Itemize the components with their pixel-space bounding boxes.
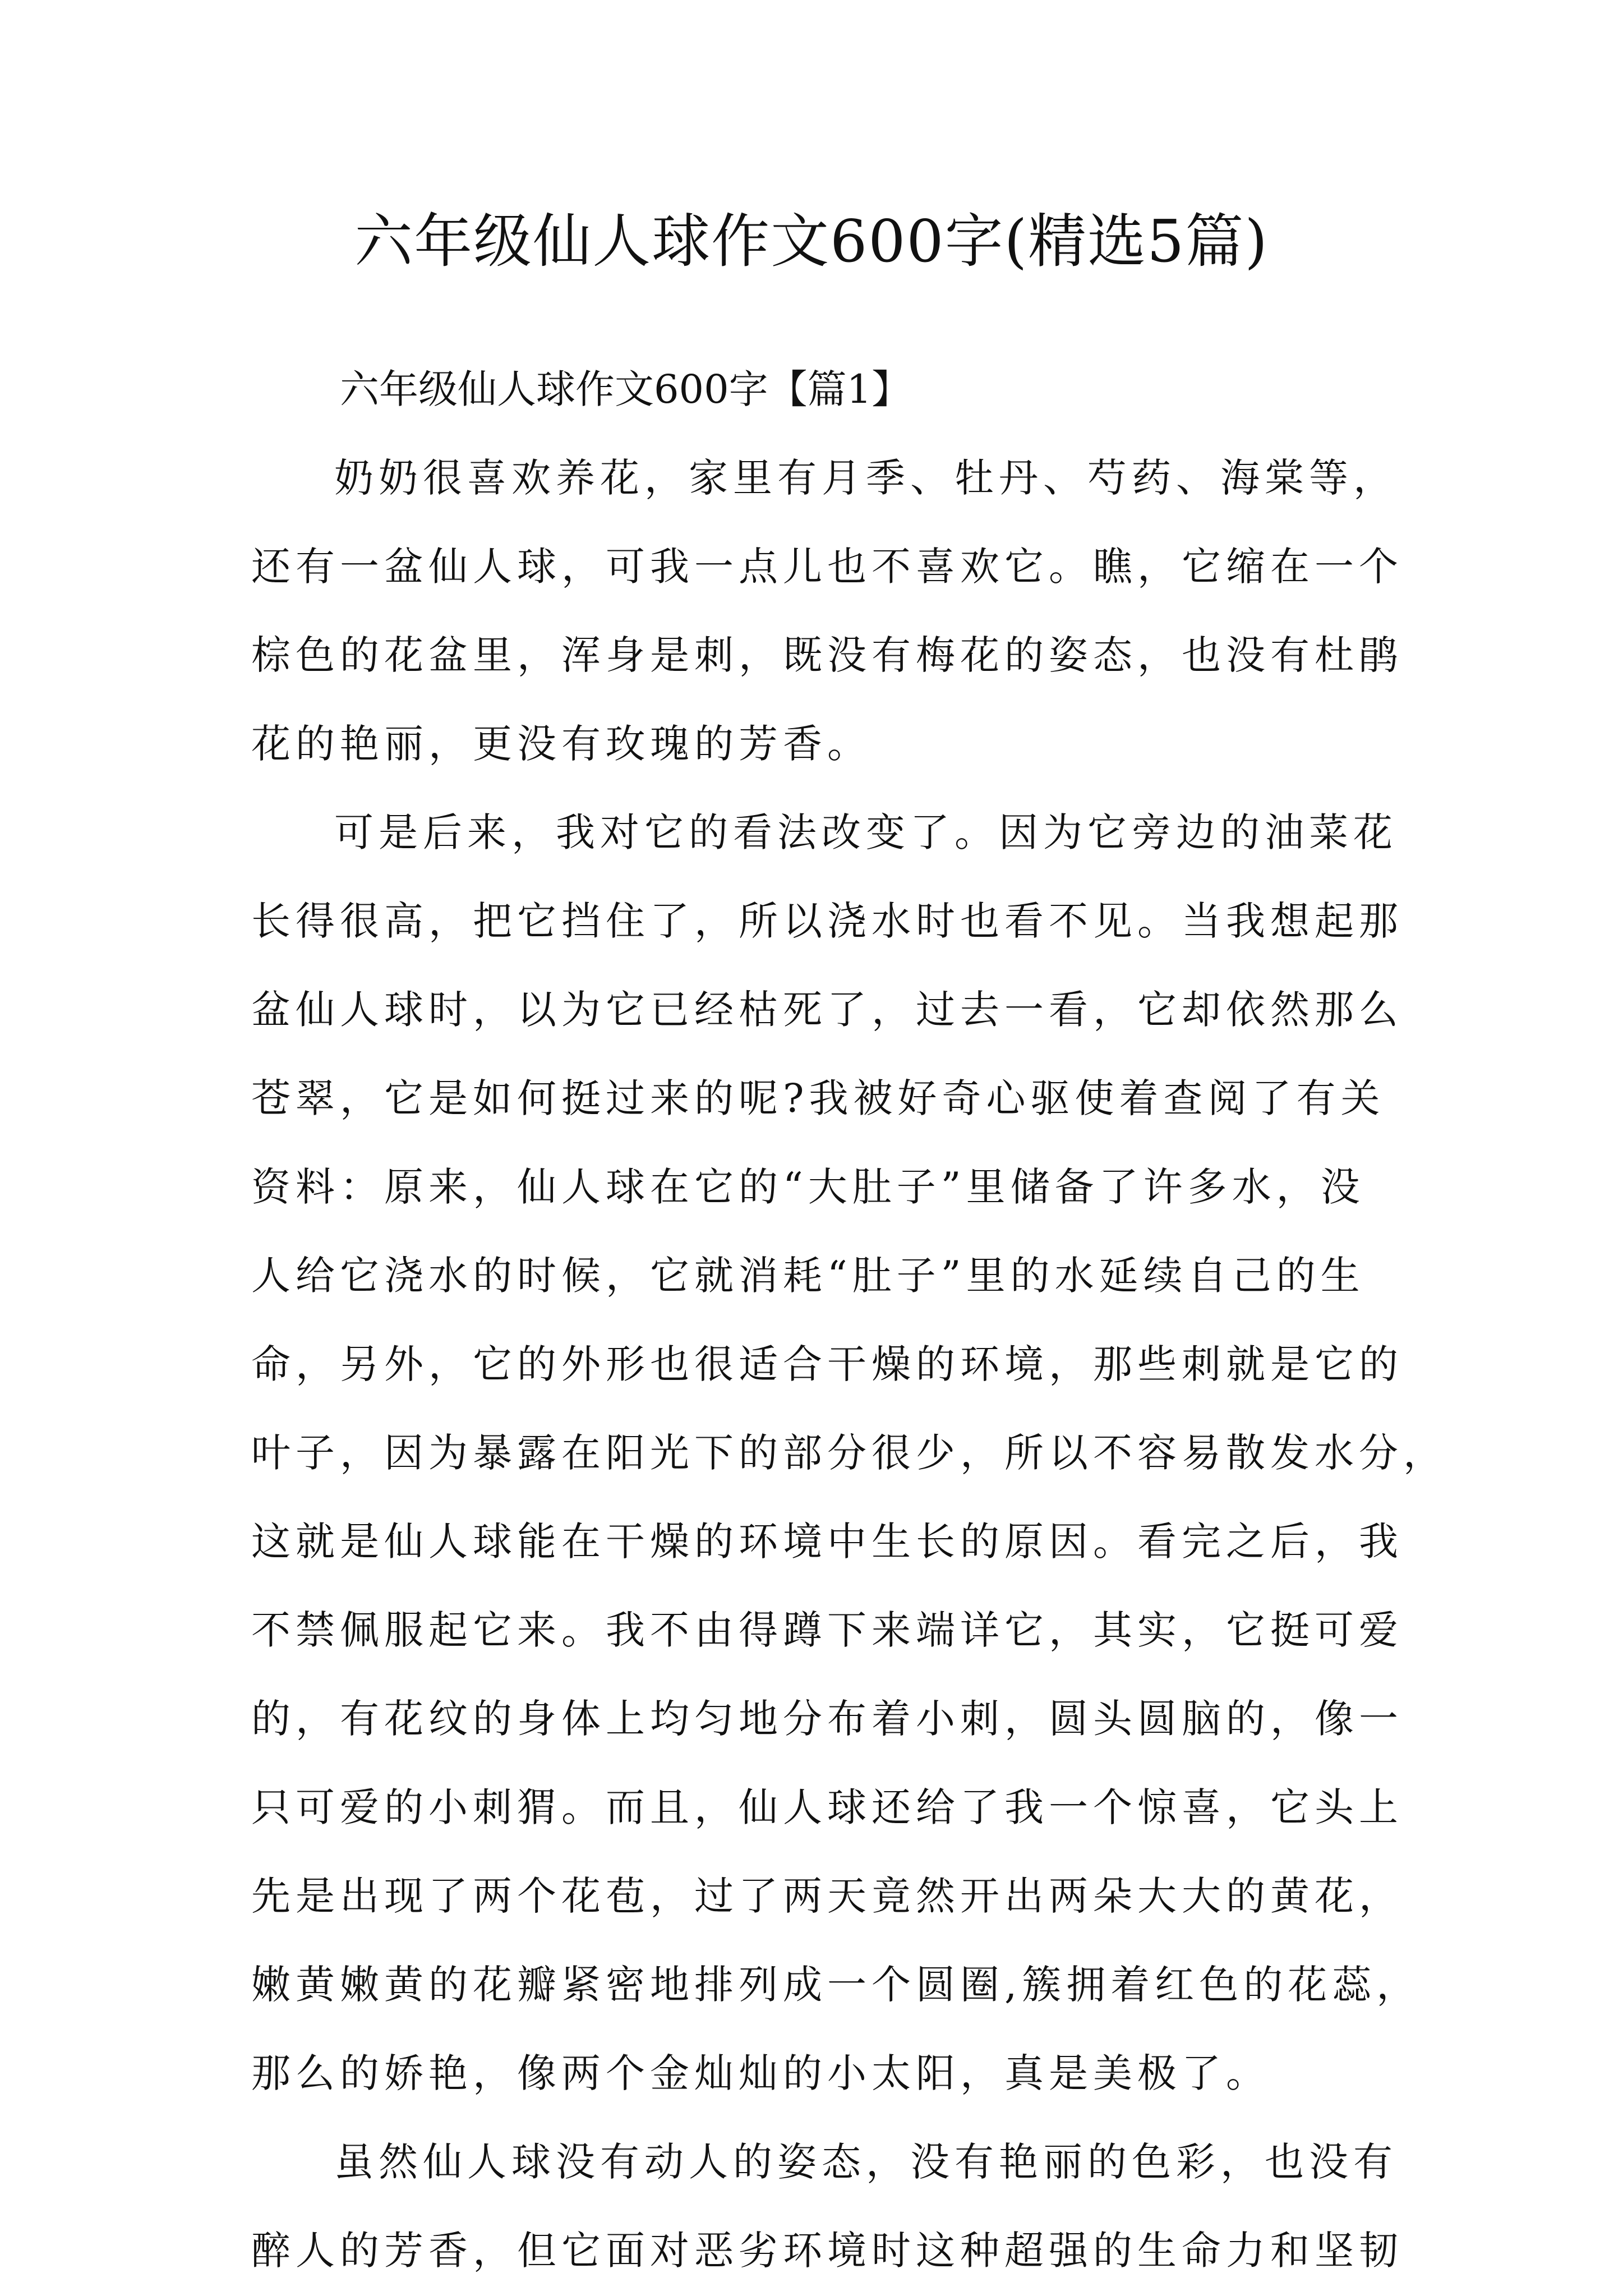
text-line: 可是后来，我对它的看法改变了。因为它旁边的油菜花 [334,809,1398,855]
text-line: 那么的娇艳，像两个金灿灿的小太阳，真是美极了。 [251,2050,1270,2096]
text-line: 先是出现了两个花苞，过了两天竟然开出两朵大大的黄花， [251,1873,1403,1919]
section-heading: 六年级仙人球作文600字【篇1】 [340,366,911,412]
paragraph-1 [251,434,1407,788]
document-title: 六年级仙人球作文600字(精选5篇) [354,207,1269,275]
text-line: 不禁佩服起它来。我不由得蹲下来端详它，其实，它挺可爱 [251,1607,1403,1653]
document-body [251,345,1447,2295]
text-line: 长得很高，把它挡住了，所以浇水时也看不见。当我想起那 [251,898,1403,944]
text-line: 人给它浇水的时候，它就消耗“肚子”里的水延续自己的生 [251,1253,1365,1299]
text-line: 叶子，因为暴露在阳光下的部分很少，所以不容易散发水分， [251,1430,1447,1476]
text-line: 命，另外，它的外形也很适合干燥的环境，那些刺就是它的 [251,1341,1403,1387]
text-line: 虽然仙人球没有动人的姿态，没有艳丽的色彩，也没有 [334,2139,1398,2185]
text-line: 嫩黄嫩黄的花瓣紧密地排列成一个圆圈,簇拥着红色的花蕊， [251,1962,1421,2008]
text-line: 棕色的花盆里，浑身是刺，既没有梅花的姿态，也没有杜鹃 [251,632,1403,678]
text-line: 还有一盆仙人球，可我一点儿也不喜欢它。瞧，它缩在一个 [251,544,1403,590]
paragraph-3 [251,2118,1407,2295]
paragraph-2 [251,788,1447,2118]
text-line: 花的艳丽，更没有玫瑰的芳香。 [251,721,872,767]
text-line: 奶奶很喜欢养花，家里有月季、牡丹、芍药、海棠等， [334,455,1398,501]
article-text [251,434,1447,2295]
text-line: 醉人的芳香，但它面对恶劣环境时这种超强的生命力和坚韧 [251,2228,1403,2274]
text-line: 盆仙人球时，以为它已经枯死了，过去一看，它却依然那么 [251,987,1403,1033]
text-line: 的，有花纹的身体上均匀地分布着小刺，圆头圆脑的，像一 [251,1696,1403,1742]
text-line: 只可爱的小刺猬。而且，仙人球还给了我一个惊喜，它头上 [251,1784,1403,1830]
text-line: 资料：原来，仙人球在它的“大肚子”里储备了许多水，没 [251,1164,1365,1210]
text-line: 苍翠，它是如何挺过来的呢?我被好奇心驱使着查阅了有关 [251,1075,1385,1121]
text-line: 这就是仙人球能在干燥的环境中生长的原因。看完之后，我 [251,1519,1403,1565]
